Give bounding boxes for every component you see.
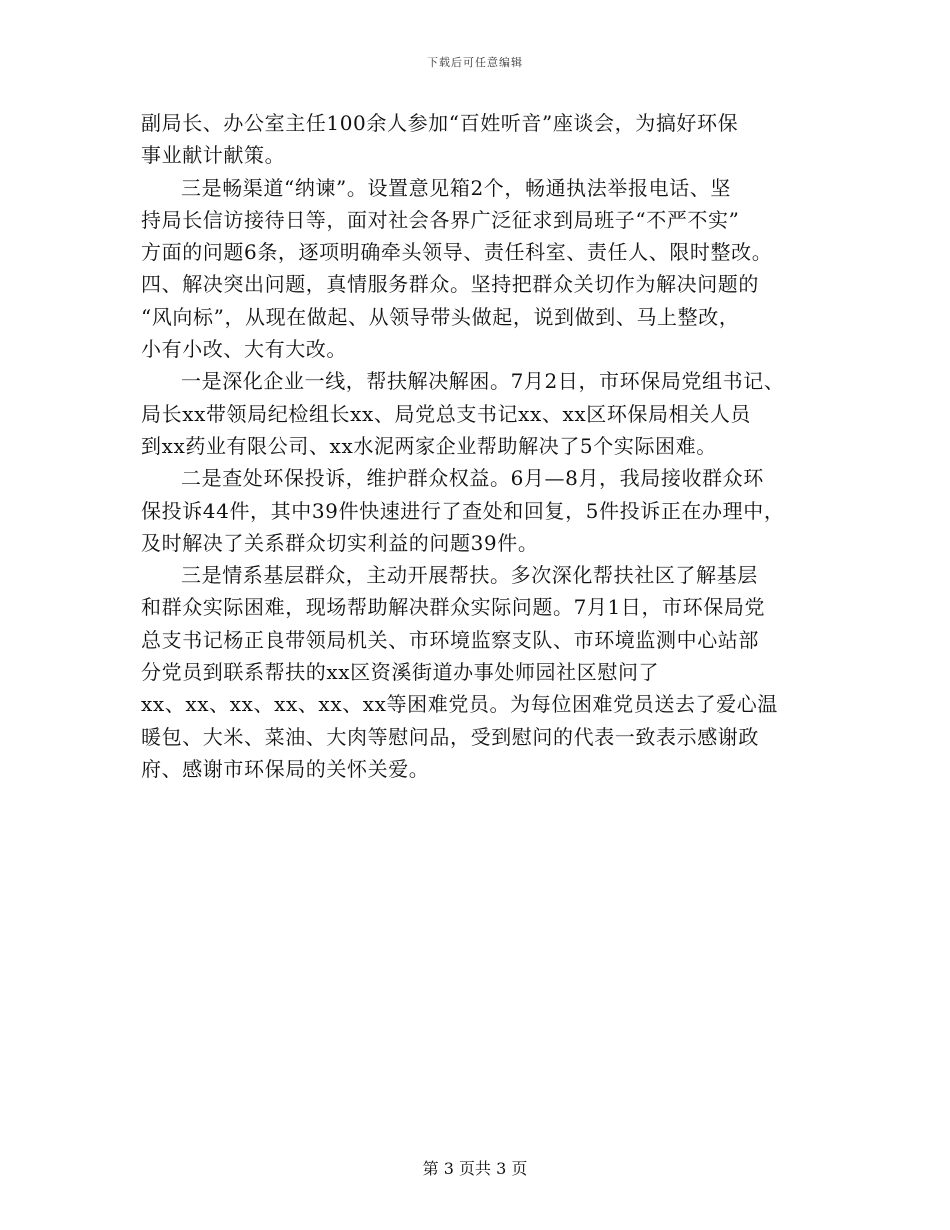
text-line: 局长xx带领局纪检组长xx、局党总支书记xx、xx区环保局相关人员 (141, 401, 752, 426)
text-line: 副局长、办公室主任100余人参加“百姓听音”座谈会，为搞好环保 (141, 111, 739, 135)
text-line: 分党员到联系帮扶的xx区资溪街道办事处师园社区慰问了 (141, 660, 660, 685)
text-line: xx、xx、xx、xx、xx、xx等困难党员。为每位困难党员送去了爱心温 (141, 692, 778, 717)
text-line: 一是深化企业一线，帮扶解决解困。7月2日，市环保局党组书记、 (181, 369, 785, 394)
text-line: 到xx药业有限公司、xx水泥两家企业帮助解决了5个实际困难。 (141, 433, 717, 458)
text-line: 保投诉44件，其中39件快速进行了查处和回复，5件投诉正在办理中， (141, 498, 785, 523)
text-line: 暖包、大米、菜油、大肉等慰问品，受到慰问的代表一致表示感谢政 (141, 724, 759, 749)
page-number: 第 3 页共 3 页 (422, 1159, 528, 1178)
text-line: 总支书记杨正良带领局机关、市环境监察支队、市环境监测中心站部 (141, 627, 759, 652)
text-line: 方面的问题6条，逐项明确牵头领导、责任科室、责任人、限时整改。 (141, 240, 773, 265)
text-line: 持局长信访接待日等，面对社会各界广泛征求到局班子“不严不实” (141, 207, 740, 232)
document-body (141, 107, 831, 785)
section-heading-line: 四、解决突出问题，真情服务群众。坚持把群众关切作为解决问题的 (141, 272, 759, 297)
text-line: 及时解决了关系群众切实利益的问题39件。 (141, 530, 539, 555)
text-line: 事业献计献策。 (141, 143, 286, 168)
text-line: 和群众实际困难，现场帮助解决群众实际问题。7月1日，市环保局党 (141, 595, 766, 620)
text-line: 府、感谢市环保局的关怀关爱。 (141, 756, 430, 781)
text-line: 三是畅渠道“纳谏”。设置意见箱2个，畅通执法举报电话、坚 (181, 175, 731, 200)
text-line: 三是情系基层群众，主动开展帮扶。多次深化帮扶社区了解基层 (181, 563, 758, 588)
text-line: 小有小改、大有大改。 (141, 337, 347, 362)
header-note: 下载后可任意编辑 (427, 56, 523, 69)
text-line: 二是查处环保投诉，维护群众权益。6月—8月，我局接收群众环 (181, 466, 764, 491)
text-line: “风向标”，从现在做起、从领导带头做起，说到做到、马上整改， (141, 304, 740, 329)
